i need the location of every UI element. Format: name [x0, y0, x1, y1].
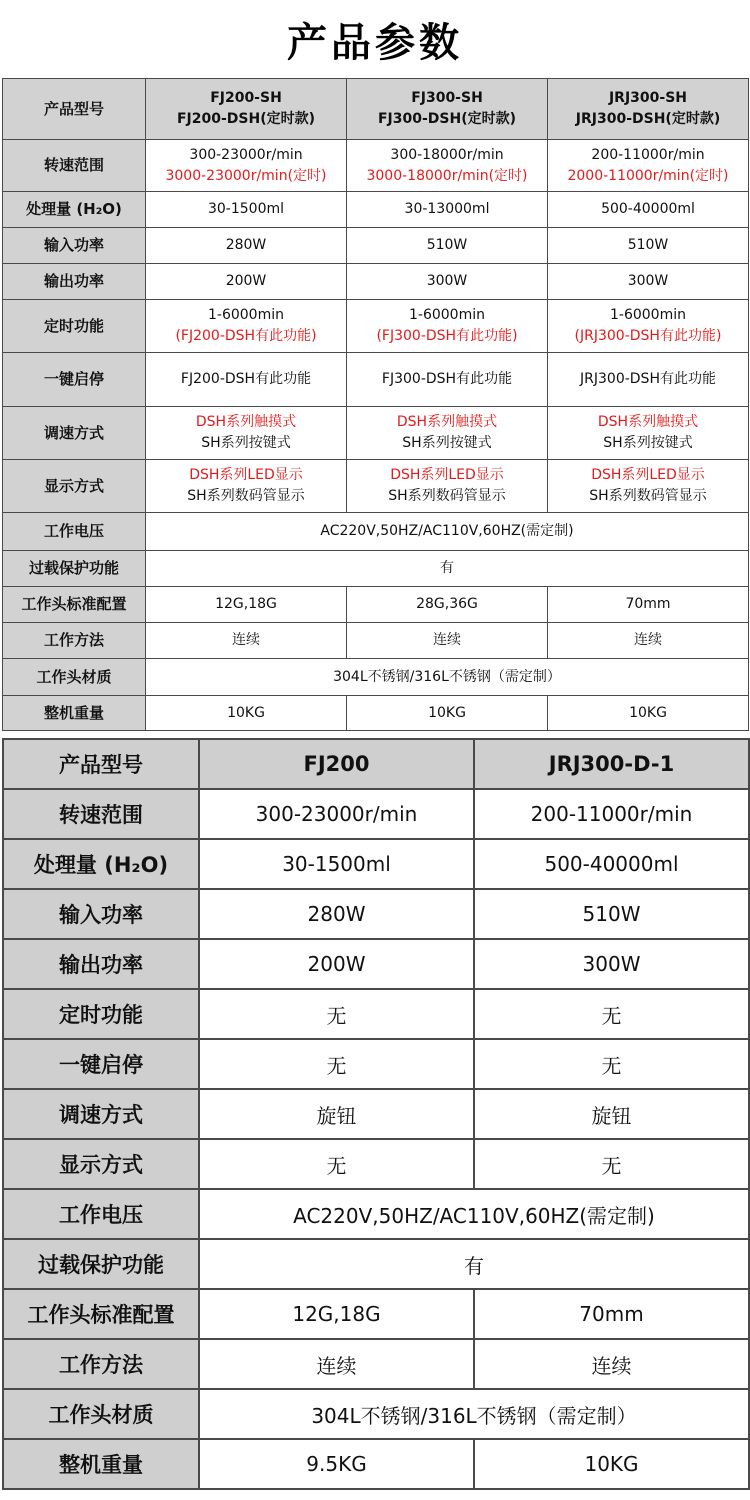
row-label: 处理量 (H₂O) — [3, 839, 199, 889]
table-cell: 200-11000r/min — [474, 789, 749, 839]
table-row — [3, 192, 749, 228]
table-cell: 510W — [347, 228, 548, 264]
table-cell: 510W — [548, 228, 749, 264]
table-row — [3, 587, 749, 623]
table-cell: 无 — [474, 989, 749, 1039]
table-cell: 连续 — [347, 623, 548, 659]
table-cell: 旋钮 — [199, 1089, 474, 1139]
table-row — [3, 623, 749, 659]
table-row — [3, 696, 749, 731]
table-row — [3, 739, 749, 789]
table-row — [3, 79, 749, 140]
table-cell: 200-11000r/min 2000-11000r/min(定时) — [548, 140, 749, 192]
table-cell: FJ300-DSH有此功能 — [347, 353, 548, 407]
table-cell: 无 — [199, 989, 474, 1039]
row-label: 工作头标准配置 — [3, 587, 146, 623]
table-cell: 1-6000min (FJ200-DSH有此功能) — [146, 300, 347, 353]
row-label: 输出功率 — [3, 939, 199, 989]
table-row — [3, 1339, 749, 1389]
table-cell: 30-13000ml — [347, 192, 548, 228]
table-row — [3, 889, 749, 939]
row-label: 一键启停 — [3, 1039, 199, 1089]
table-cell: 12G,18G — [199, 1289, 474, 1339]
table-cell: 300W — [474, 939, 749, 989]
table-row — [3, 300, 749, 353]
table-cell: 无 — [474, 1039, 749, 1089]
spec-table-timed-models — [2, 78, 749, 731]
row-label: 输入功率 — [3, 228, 146, 264]
table-row — [3, 407, 749, 460]
table-cell: JRJ300-DSH有此功能 — [548, 353, 749, 407]
table-cell: 28G,36G — [347, 587, 548, 623]
table-cell: 连续 — [146, 623, 347, 659]
table-cell: 304L不锈钢/316L不锈钢（需定制） — [146, 659, 749, 696]
table-row — [3, 1139, 749, 1189]
table-cell: 10KG — [474, 1439, 749, 1489]
row-label: 产品型号 — [3, 79, 146, 140]
row-label: 工作电压 — [3, 513, 146, 551]
table-row — [3, 1039, 749, 1089]
table-row — [3, 513, 749, 551]
table-cell: 30-1500ml — [146, 192, 347, 228]
table-cell: DSH系列LED显示 SH系列数码管显示 — [146, 460, 347, 513]
table-cell: DSH系列触摸式 SH系列按键式 — [146, 407, 347, 460]
table-cell: 10KG — [146, 696, 347, 731]
table-row — [3, 551, 749, 587]
row-label: 显示方式 — [3, 460, 146, 513]
row-label: 调速方式 — [3, 407, 146, 460]
table-cell: 300-23000r/min 3000-23000r/min(定时) — [146, 140, 347, 192]
table-row — [3, 228, 749, 264]
model-header: FJ200 — [199, 739, 474, 789]
row-label: 工作方法 — [3, 623, 146, 659]
table-row — [3, 989, 749, 1039]
row-label: 整机重量 — [3, 696, 146, 731]
table-cell: 300W — [347, 264, 548, 300]
model-header: FJ200-SH FJ200-DSH(定时款) — [146, 79, 347, 140]
table-cell: 有 — [199, 1239, 749, 1289]
table-cell: 510W — [474, 889, 749, 939]
table-cell: DSH系列触摸式 SH系列按键式 — [548, 407, 749, 460]
table-cell: 304L不锈钢/316L不锈钢（需定制） — [199, 1389, 749, 1439]
row-label: 产品型号 — [3, 739, 199, 789]
table-cell: 10KG — [347, 696, 548, 731]
table-cell: AC220V,50HZ/AC110V,60HZ(需定制) — [199, 1189, 749, 1239]
row-label: 工作方法 — [3, 1339, 199, 1389]
row-label: 一键启停 — [3, 353, 146, 407]
table-cell: 连续 — [199, 1339, 474, 1389]
row-label: 工作电压 — [3, 1189, 199, 1239]
table-row — [3, 789, 749, 839]
row-label: 调速方式 — [3, 1089, 199, 1139]
table-cell: 无 — [474, 1139, 749, 1189]
row-label: 显示方式 — [3, 1139, 199, 1189]
table-cell: 300-23000r/min — [199, 789, 474, 839]
table-cell: 12G,18G — [146, 587, 347, 623]
model-header: JRJ300-SH JRJ300-DSH(定时款) — [548, 79, 749, 140]
table-cell: 有 — [146, 551, 749, 587]
table-row — [3, 1389, 749, 1439]
table-cell: 无 — [199, 1139, 474, 1189]
table-cell: 旋钮 — [474, 1089, 749, 1139]
table-row — [3, 1189, 749, 1239]
table-cell: 9.5KG — [199, 1439, 474, 1489]
row-label: 工作头材质 — [3, 659, 146, 696]
row-label: 转速范围 — [3, 789, 199, 839]
table-cell: 280W — [146, 228, 347, 264]
row-label: 定时功能 — [3, 989, 199, 1039]
model-header: FJ300-SH FJ300-DSH(定时款) — [347, 79, 548, 140]
row-label: 整机重量 — [3, 1439, 199, 1489]
row-label: 过载保护功能 — [3, 1239, 199, 1289]
table-cell: DSH系列LED显示 SH系列数码管显示 — [548, 460, 749, 513]
row-label: 工作头材质 — [3, 1389, 199, 1439]
table-cell: DSH系列触摸式 SH系列按键式 — [347, 407, 548, 460]
table-cell: 30-1500ml — [199, 839, 474, 889]
table-cell: 1-6000min (JRJ300-DSH有此功能) — [548, 300, 749, 353]
row-label: 输入功率 — [3, 889, 199, 939]
table-row — [3, 1289, 749, 1339]
table-row — [3, 839, 749, 889]
row-label: 过载保护功能 — [3, 551, 146, 587]
table-cell: 300W — [548, 264, 749, 300]
row-label: 转速范围 — [3, 140, 146, 192]
table-cell: 200W — [199, 939, 474, 989]
table-cell: 280W — [199, 889, 474, 939]
table-row — [3, 659, 749, 696]
model-header: JRJ300-D-1 — [474, 739, 749, 789]
table-cell: 500-40000ml — [548, 192, 749, 228]
table-cell: 300-18000r/min 3000-18000r/min(定时) — [347, 140, 548, 192]
table-cell: 1-6000min (FJ300-DSH有此功能) — [347, 300, 548, 353]
table-cell: 70mm — [548, 587, 749, 623]
page-title: 产品参数 — [287, 20, 463, 66]
row-label: 处理量 (H₂O) — [3, 192, 146, 228]
table-cell: 10KG — [548, 696, 749, 731]
row-label: 工作头标准配置 — [3, 1289, 199, 1339]
table-cell: 500-40000ml — [474, 839, 749, 889]
table-cell: 70mm — [474, 1289, 749, 1339]
table-row — [3, 460, 749, 513]
table-cell: 无 — [199, 1039, 474, 1089]
table-row — [3, 140, 749, 192]
table-cell: AC220V,50HZ/AC110V,60HZ(需定制) — [146, 513, 749, 551]
row-label: 输出功率 — [3, 264, 146, 300]
table-cell: DSH系列LED显示 SH系列数码管显示 — [347, 460, 548, 513]
spec-table-knob-models — [2, 738, 750, 1490]
table-row — [3, 1439, 749, 1489]
table-row — [3, 1239, 749, 1289]
table-cell: 连续 — [548, 623, 749, 659]
table-row — [3, 353, 749, 407]
table-cell: FJ200-DSH有此功能 — [146, 353, 347, 407]
table-cell: 连续 — [474, 1339, 749, 1389]
table-row — [3, 939, 749, 989]
row-label: 定时功能 — [3, 300, 146, 353]
table-row — [3, 264, 749, 300]
table-row — [3, 1089, 749, 1139]
table-cell: 200W — [146, 264, 347, 300]
